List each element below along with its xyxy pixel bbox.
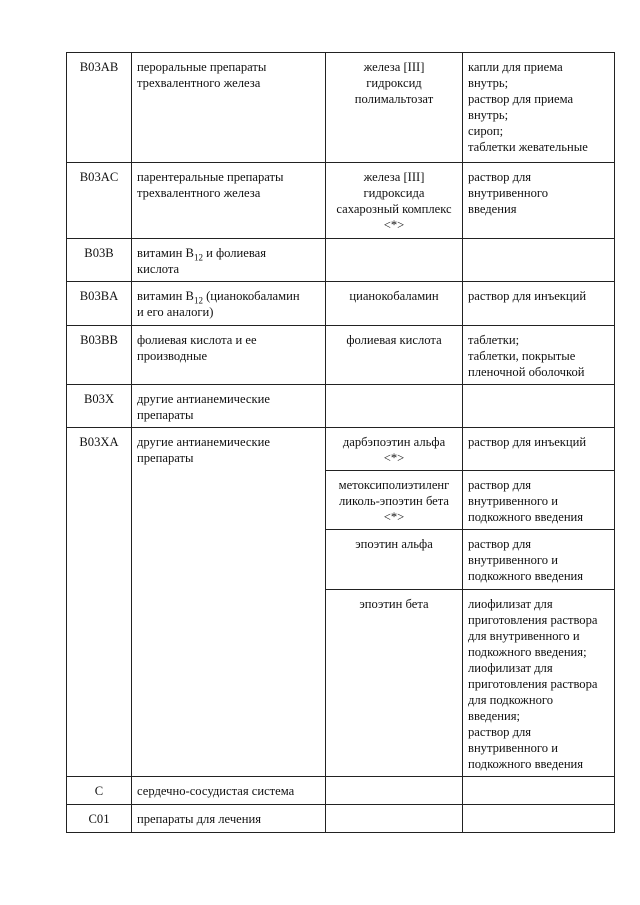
atc-code: B03BA <box>67 282 132 326</box>
atc-code: B03AB <box>67 53 132 163</box>
dosage-forms: лиофилизат для приготовления раствора для внутривенного и подкожного введения; лиофилизат для приготовления раствора для подкожного введения; раствор для внутривенного и подкожного введения <box>463 590 615 777</box>
table-row <box>67 428 615 471</box>
table-row <box>67 239 615 282</box>
atc-code: C <box>67 777 132 805</box>
table-row <box>67 282 615 326</box>
group-name: препараты для лечения <box>132 805 326 833</box>
table-row <box>67 163 615 239</box>
table-row <box>67 326 615 385</box>
drug-name <box>326 805 463 833</box>
dosage-forms: раствор для инъекций <box>463 428 615 471</box>
atc-code: B03XA <box>67 428 132 777</box>
drug-table <box>66 52 615 833</box>
group-name: фолиевая кислота и ее производные <box>132 326 326 385</box>
drug-name: железа [III] гидроксида сахарозный комплекс <*> <box>326 163 463 239</box>
group-name: другие антианемические препараты <box>132 428 326 777</box>
drug-name <box>326 239 463 282</box>
dosage-forms: раствор для внутривенного введения <box>463 163 615 239</box>
dosage-forms <box>463 385 615 428</box>
dosage-forms: раствор для внутривенного и подкожного введения <box>463 471 615 530</box>
group-name: витамин $В_{12}$ и фолиевая кислота <box>132 239 326 282</box>
drug-name: железа [III] гидроксид полимальтозат <box>326 53 463 163</box>
dosage-forms: таблетки; таблетки, покрытые пленочной оболочкой <box>463 326 615 385</box>
drug-name: дарбэпоэтин альфа <*> <box>326 428 463 471</box>
table-row <box>67 777 615 805</box>
table-row <box>67 385 615 428</box>
dosage-forms: раствор для внутривенного и подкожного введения <box>463 530 615 590</box>
drug-name <box>326 777 463 805</box>
table-row <box>67 805 615 833</box>
drug-name: эпоэтин альфа <box>326 530 463 590</box>
atc-code: B03B <box>67 239 132 282</box>
dosage-forms <box>463 239 615 282</box>
atc-code: B03X <box>67 385 132 428</box>
drug-name: эпоэтин бета <box>326 590 463 777</box>
atc-code: C01 <box>67 805 132 833</box>
dosage-forms: раствор для инъекций <box>463 282 615 326</box>
atc-code: B03AC <box>67 163 132 239</box>
drug-name: метоксиполиэтиленг ликоль-эпоэтин бета <*> <box>326 471 463 530</box>
atc-code: B03BB <box>67 326 132 385</box>
drug-name <box>326 385 463 428</box>
table-row <box>67 53 615 163</box>
drug-name: фолиевая кислота <box>326 326 463 385</box>
group-name: витамин $В_{12}$ (цианокобаламин и его аналоги) <box>132 282 326 326</box>
group-name: другие антианемические препараты <box>132 385 326 428</box>
dosage-forms <box>463 805 615 833</box>
dosage-forms <box>463 777 615 805</box>
group-name: сердечно-сосудистая система <box>132 777 326 805</box>
drug-name: цианокобаламин <box>326 282 463 326</box>
group-name: парентеральные препараты трехвалентного железа <box>132 163 326 239</box>
dosage-forms: капли для приема внутрь; раствор для приема внутрь; сироп; таблетки жевательные <box>463 53 615 163</box>
group-name: пероральные препараты трехвалентного железа <box>132 53 326 163</box>
